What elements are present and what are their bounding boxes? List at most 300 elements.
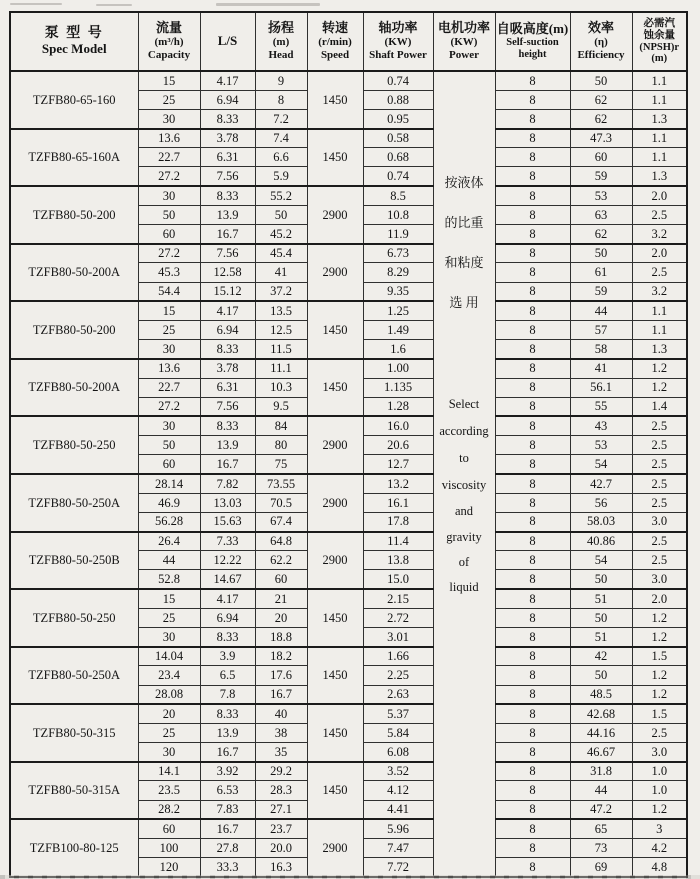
capacity-cell: 120: [138, 858, 200, 877]
suction-height-cell: 8: [495, 570, 570, 589]
suction-height-cell: 8: [495, 416, 570, 435]
scan-artifact: [216, 3, 320, 6]
suction-height-cell: 8: [495, 263, 570, 282]
capacity-cell: 56.28: [138, 512, 200, 531]
ls-cell: 13.03: [200, 493, 255, 512]
ls-cell: 12.58: [200, 263, 255, 282]
suction-height-cell: 8: [495, 647, 570, 666]
capacity-cell: 30: [138, 743, 200, 762]
power-note-line: Select: [448, 397, 480, 411]
capacity-cell: 60: [138, 455, 200, 474]
efficiency-cell: 56.1: [570, 378, 632, 397]
shaft-power-cell: 3.52: [363, 762, 433, 781]
efficiency-cell: 42.68: [570, 704, 632, 723]
shaft-power-cell: 0.74: [363, 71, 433, 90]
npsh-cell: 1.1: [632, 148, 687, 167]
ls-cell: 6.5: [200, 666, 255, 685]
suction-height-cell: 8: [495, 90, 570, 109]
capacity-cell: 15: [138, 301, 200, 320]
npsh-cell: 2.5: [632, 532, 687, 551]
ls-cell: 15.63: [200, 512, 255, 531]
shaft-power-cell: 1.66: [363, 647, 433, 666]
capacity-cell: 25: [138, 723, 200, 742]
ls-cell: 13.9: [200, 205, 255, 224]
model-cell: TZFB80-50-200A: [10, 359, 138, 417]
head-cell: 62.2: [255, 551, 307, 570]
capacity-cell: 28.08: [138, 685, 200, 704]
efficiency-cell: 41: [570, 359, 632, 378]
suction-height-cell: 8: [495, 340, 570, 359]
npsh-cell: 1.0: [632, 781, 687, 800]
head-cell: 80: [255, 436, 307, 455]
power-note-line: 选 用: [449, 295, 479, 310]
header-line: 效率: [587, 20, 614, 36]
capacity-cell: 25: [138, 90, 200, 109]
head-cell: 45.2: [255, 225, 307, 244]
head-cell: 45.4: [255, 244, 307, 263]
suction-height-cell: 8: [495, 359, 570, 378]
suction-height-cell: 8: [495, 436, 570, 455]
shaft-power-cell: 8.29: [363, 263, 433, 282]
head-cell: 41: [255, 263, 307, 282]
header-line: (m³/h): [154, 36, 184, 49]
shaft-power-cell: 2.25: [363, 666, 433, 685]
efficiency-cell: 58: [570, 340, 632, 359]
ls-cell: 8.33: [200, 704, 255, 723]
speed-cell: 1450: [307, 704, 363, 762]
header-line: Speed: [320, 48, 350, 61]
ls-cell: 4.17: [200, 71, 255, 90]
ls-cell: 7.33: [200, 532, 255, 551]
npsh-cell: 2.5: [632, 455, 687, 474]
shaft-power-cell: 10.8: [363, 205, 433, 224]
suction-height-cell: 8: [495, 704, 570, 723]
suction-height-cell: 8: [495, 551, 570, 570]
scan-artifact: [96, 4, 132, 6]
speed-cell: 2900: [307, 244, 363, 302]
ls-cell: 7.56: [200, 244, 255, 263]
suction-height-cell: 8: [495, 244, 570, 263]
capacity-cell: 22.7: [138, 378, 200, 397]
npsh-cell: 2.5: [632, 493, 687, 512]
header-row: [10, 12, 687, 71]
capacity-cell: 30: [138, 416, 200, 435]
shaft-power-cell: 0.68: [363, 148, 433, 167]
npsh-cell: 3.2: [632, 282, 687, 301]
model-cell: TZFB80-50-200: [10, 186, 138, 244]
shaft-power-cell: 1.135: [363, 378, 433, 397]
efficiency-cell: 73: [570, 839, 632, 858]
npsh-cell: 1.2: [632, 359, 687, 378]
speed-cell: 1450: [307, 129, 363, 187]
efficiency-cell: 31.8: [570, 762, 632, 781]
suction-height-cell: 8: [495, 71, 570, 90]
head-cell: 70.5: [255, 493, 307, 512]
suction-height-cell: 8: [495, 205, 570, 224]
efficiency-cell: 53: [570, 436, 632, 455]
efficiency-cell: 59: [570, 167, 632, 186]
head-cell: 84: [255, 416, 307, 435]
head-cell: 9: [255, 71, 307, 90]
head-cell: 17.6: [255, 666, 307, 685]
capacity-cell: 100: [138, 839, 200, 858]
power-note-line: and: [454, 504, 474, 518]
ls-cell: 16.7: [200, 819, 255, 838]
head-cell: 75: [255, 455, 307, 474]
header-line: 必需汽: [643, 18, 675, 30]
column-header-power: [433, 12, 495, 71]
shaft-power-cell: 0.88: [363, 90, 433, 109]
efficiency-cell: 56: [570, 493, 632, 512]
header-line: Capacity: [147, 48, 191, 61]
npsh-cell: 2.5: [632, 551, 687, 570]
head-cell: 11.1: [255, 359, 307, 378]
suction-height-cell: 8: [495, 589, 570, 608]
power-note-line: 的比重: [444, 215, 484, 230]
ls-cell: 15.12: [200, 282, 255, 301]
efficiency-cell: 47.3: [570, 129, 632, 148]
efficiency-cell: 44: [570, 301, 632, 320]
ls-cell: 33.3: [200, 858, 255, 877]
shaft-power-cell: 7.47: [363, 839, 433, 858]
shaft-power-cell: 5.96: [363, 819, 433, 838]
column-header-npsh: [632, 12, 687, 71]
npsh-cell: 1.3: [632, 109, 687, 128]
speed-cell: 1450: [307, 301, 363, 359]
column-header-head: [255, 12, 307, 71]
header-line: Power: [449, 48, 479, 61]
npsh-cell: 3.0: [632, 743, 687, 762]
npsh-cell: 1.1: [632, 90, 687, 109]
npsh-cell: 2.5: [632, 416, 687, 435]
efficiency-cell: 42.7: [570, 474, 632, 493]
efficiency-cell: 69: [570, 858, 632, 877]
efficiency-cell: 55: [570, 397, 632, 416]
header-line: (KW): [450, 36, 478, 49]
efficiency-cell: 51: [570, 589, 632, 608]
npsh-cell: 4.8: [632, 858, 687, 877]
npsh-cell: 1.2: [632, 378, 687, 397]
ls-cell: 7.56: [200, 397, 255, 416]
suction-height-cell: 8: [495, 167, 570, 186]
ls-cell: 8.33: [200, 340, 255, 359]
speed-cell: 2900: [307, 186, 363, 244]
header-line: 轴功率: [378, 20, 418, 36]
shaft-power-cell: 16.0: [363, 416, 433, 435]
head-cell: 20: [255, 608, 307, 627]
suction-height-cell: 8: [495, 378, 570, 397]
spec-row: [10, 589, 687, 608]
capacity-cell: 52.8: [138, 570, 200, 589]
model-cell: TZFB80-50-250A: [10, 474, 138, 532]
column-header-ls: [200, 12, 255, 71]
npsh-cell: 1.2: [632, 627, 687, 646]
capacity-cell: 46.9: [138, 493, 200, 512]
head-cell: 40: [255, 704, 307, 723]
ls-cell: 7.82: [200, 474, 255, 493]
efficiency-cell: 40.86: [570, 532, 632, 551]
speed-cell: 2900: [307, 819, 363, 877]
npsh-cell: 2.5: [632, 474, 687, 493]
header-line: 流量: [155, 20, 182, 36]
model-cell: TZFB80-50-250: [10, 416, 138, 474]
column-header-eff: [570, 12, 632, 71]
head-cell: 16.7: [255, 685, 307, 704]
shaft-power-cell: 3.01: [363, 627, 433, 646]
head-cell: 67.4: [255, 512, 307, 531]
shaft-power-cell: 13.8: [363, 551, 433, 570]
efficiency-cell: 48.5: [570, 685, 632, 704]
header-line: Self-suction: [506, 36, 559, 48]
suction-height-cell: 8: [495, 762, 570, 781]
column-header-shaft: [363, 12, 433, 71]
efficiency-cell: 44.16: [570, 723, 632, 742]
capacity-cell: 23.5: [138, 781, 200, 800]
header-line: 泵 型 号: [44, 25, 104, 41]
power-note-line: 和粘度: [444, 255, 484, 270]
suction-height-cell: 8: [495, 109, 570, 128]
head-cell: 64.8: [255, 532, 307, 551]
head-cell: 18.8: [255, 627, 307, 646]
shaft-power-cell: 2.63: [363, 685, 433, 704]
model-cell: TZFB100-80-125: [10, 819, 138, 877]
head-cell: 10.3: [255, 378, 307, 397]
npsh-cell: 3.2: [632, 225, 687, 244]
suction-height-cell: 8: [495, 819, 570, 838]
speed-cell: 1450: [307, 762, 363, 820]
shaft-power-cell: 8.5: [363, 186, 433, 205]
ls-cell: 7.56: [200, 167, 255, 186]
ls-cell: 8.33: [200, 627, 255, 646]
suction-height-cell: 8: [495, 129, 570, 148]
ls-cell: 6.31: [200, 148, 255, 167]
capacity-cell: 60: [138, 819, 200, 838]
capacity-cell: 30: [138, 627, 200, 646]
efficiency-cell: 50: [570, 570, 632, 589]
header-line: L/S: [217, 33, 238, 49]
ls-cell: 4.17: [200, 589, 255, 608]
shaft-power-cell: 1.28: [363, 397, 433, 416]
head-cell: 73.55: [255, 474, 307, 493]
power-note-line: 按液体: [444, 175, 484, 190]
efficiency-cell: 61: [570, 263, 632, 282]
suction-height-cell: 8: [495, 493, 570, 512]
suction-height-cell: 8: [495, 532, 570, 551]
npsh-cell: 3.0: [632, 512, 687, 531]
suction-height-cell: 8: [495, 397, 570, 416]
suction-height-cell: 8: [495, 685, 570, 704]
page-edge-artifact: [0, 875, 700, 879]
power-note-line: of: [458, 555, 470, 569]
npsh-cell: 1.1: [632, 301, 687, 320]
efficiency-cell: 50: [570, 71, 632, 90]
capacity-cell: 13.6: [138, 129, 200, 148]
head-cell: 7.4: [255, 129, 307, 148]
suction-height-cell: 8: [495, 301, 570, 320]
npsh-cell: 1.5: [632, 704, 687, 723]
suction-height-cell: 8: [495, 858, 570, 877]
npsh-cell: 3: [632, 819, 687, 838]
head-cell: 6.6: [255, 148, 307, 167]
efficiency-cell: 50: [570, 608, 632, 627]
suction-height-cell: 8: [495, 839, 570, 858]
head-cell: 12.5: [255, 320, 307, 339]
column-header-capacity: [138, 12, 200, 71]
spec-row: [10, 762, 687, 781]
pump-spec-table: [9, 11, 688, 878]
shaft-power-cell: 0.95: [363, 109, 433, 128]
capacity-cell: 50: [138, 436, 200, 455]
header-line: Efficiency: [577, 48, 625, 61]
speed-cell: 1450: [307, 71, 363, 129]
ls-cell: 4.17: [200, 301, 255, 320]
suction-height-cell: 8: [495, 743, 570, 762]
header-line: 自吸高度(m): [496, 20, 569, 36]
npsh-cell: 2.0: [632, 244, 687, 263]
model-cell: TZFB80-50-250: [10, 589, 138, 647]
efficiency-cell: 62: [570, 90, 632, 109]
capacity-cell: 27.2: [138, 167, 200, 186]
suction-height-cell: 8: [495, 800, 570, 819]
speed-cell: 1450: [307, 647, 363, 705]
capacity-cell: 28.2: [138, 800, 200, 819]
shaft-power-cell: 1.49: [363, 320, 433, 339]
ls-cell: 16.7: [200, 455, 255, 474]
capacity-cell: 45.3: [138, 263, 200, 282]
shaft-power-cell: 1.6: [363, 340, 433, 359]
shaft-power-cell: 5.37: [363, 704, 433, 723]
spec-row: [10, 416, 687, 435]
suction-height-cell: 8: [495, 455, 570, 474]
spec-row: [10, 301, 687, 320]
spec-row: [10, 244, 687, 263]
model-cell: TZFB80-50-315A: [10, 762, 138, 820]
efficiency-cell: 53: [570, 186, 632, 205]
efficiency-cell: 62: [570, 225, 632, 244]
spec-row: [10, 532, 687, 551]
ls-cell: 14.67: [200, 570, 255, 589]
shaft-power-cell: 0.58: [363, 129, 433, 148]
npsh-cell: 1.1: [632, 129, 687, 148]
scan-artifact: [10, 3, 62, 5]
header-line: (r/min): [318, 36, 352, 49]
efficiency-cell: 51: [570, 627, 632, 646]
shaft-power-cell: 13.2: [363, 474, 433, 493]
ls-cell: 27.8: [200, 839, 255, 858]
column-header-suction: [495, 12, 570, 71]
model-cell: TZFB80-50-250B: [10, 532, 138, 590]
head-cell: 8: [255, 90, 307, 109]
efficiency-cell: 65: [570, 819, 632, 838]
capacity-cell: 23.4: [138, 666, 200, 685]
speed-cell: 1450: [307, 359, 363, 417]
head-cell: 50: [255, 205, 307, 224]
capacity-cell: 44: [138, 551, 200, 570]
capacity-cell: 14.04: [138, 647, 200, 666]
model-cell: TZFB80-50-315: [10, 704, 138, 762]
head-cell: 28.3: [255, 781, 307, 800]
spec-row: [10, 129, 687, 148]
shaft-power-cell: 16.1: [363, 493, 433, 512]
npsh-cell: 1.0: [632, 762, 687, 781]
ls-cell: 8.33: [200, 109, 255, 128]
spec-row: [10, 474, 687, 493]
npsh-cell: 1.1: [632, 71, 687, 90]
npsh-cell: 2.5: [632, 263, 687, 282]
power-note-line: gravity: [446, 530, 482, 544]
capacity-cell: 54.4: [138, 282, 200, 301]
capacity-cell: 50: [138, 205, 200, 224]
head-cell: 18.2: [255, 647, 307, 666]
table-body: [10, 71, 687, 877]
capacity-cell: 20: [138, 704, 200, 723]
ls-cell: 3.92: [200, 762, 255, 781]
head-cell: 5.9: [255, 167, 307, 186]
capacity-cell: 26.4: [138, 532, 200, 551]
header-line: 蚀余量: [643, 29, 675, 41]
npsh-cell: 1.3: [632, 167, 687, 186]
head-cell: 60: [255, 570, 307, 589]
capacity-cell: 22.7: [138, 148, 200, 167]
column-header-speed: [307, 12, 363, 71]
header-line: 转速: [321, 20, 348, 36]
ls-cell: 7.8: [200, 685, 255, 704]
ls-cell: 13.9: [200, 436, 255, 455]
npsh-cell: 1.1: [632, 320, 687, 339]
npsh-cell: 2.0: [632, 186, 687, 205]
efficiency-cell: 60: [570, 148, 632, 167]
header-line: (KW): [384, 36, 412, 49]
suction-height-cell: 8: [495, 225, 570, 244]
capacity-cell: 60: [138, 225, 200, 244]
shaft-power-cell: 17.8: [363, 512, 433, 531]
head-cell: 13.5: [255, 301, 307, 320]
npsh-cell: 2.5: [632, 723, 687, 742]
npsh-cell: 3.0: [632, 570, 687, 589]
suction-height-cell: 8: [495, 723, 570, 742]
model-cell: TZFB80-50-200: [10, 301, 138, 359]
capacity-cell: 15: [138, 589, 200, 608]
spec-row: [10, 186, 687, 205]
efficiency-cell: 46.67: [570, 743, 632, 762]
efficiency-cell: 54: [570, 551, 632, 570]
suction-height-cell: 8: [495, 512, 570, 531]
capacity-cell: 15: [138, 71, 200, 90]
ls-cell: 16.7: [200, 225, 255, 244]
efficiency-cell: 50: [570, 666, 632, 685]
power-note-line: to: [459, 451, 469, 465]
suction-height-cell: 8: [495, 320, 570, 339]
efficiency-cell: 44: [570, 781, 632, 800]
ls-cell: 12.22: [200, 551, 255, 570]
npsh-cell: 1.2: [632, 800, 687, 819]
motor-power-note-cell: [433, 71, 495, 877]
ls-cell: 6.31: [200, 378, 255, 397]
head-cell: 20.0: [255, 839, 307, 858]
shaft-power-cell: 0.74: [363, 167, 433, 186]
spec-row: [10, 819, 687, 838]
efficiency-cell: 62: [570, 109, 632, 128]
efficiency-cell: 63: [570, 205, 632, 224]
header-line: height: [518, 48, 547, 60]
shaft-power-cell: 11.4: [363, 532, 433, 551]
npsh-cell: 1.5: [632, 647, 687, 666]
model-cell: TZFB80-65-160: [10, 71, 138, 129]
speed-cell: 2900: [307, 416, 363, 474]
header-line: Shaft Power: [369, 48, 427, 61]
model-cell: TZFB80-50-200A: [10, 244, 138, 302]
head-cell: 23.7: [255, 819, 307, 838]
